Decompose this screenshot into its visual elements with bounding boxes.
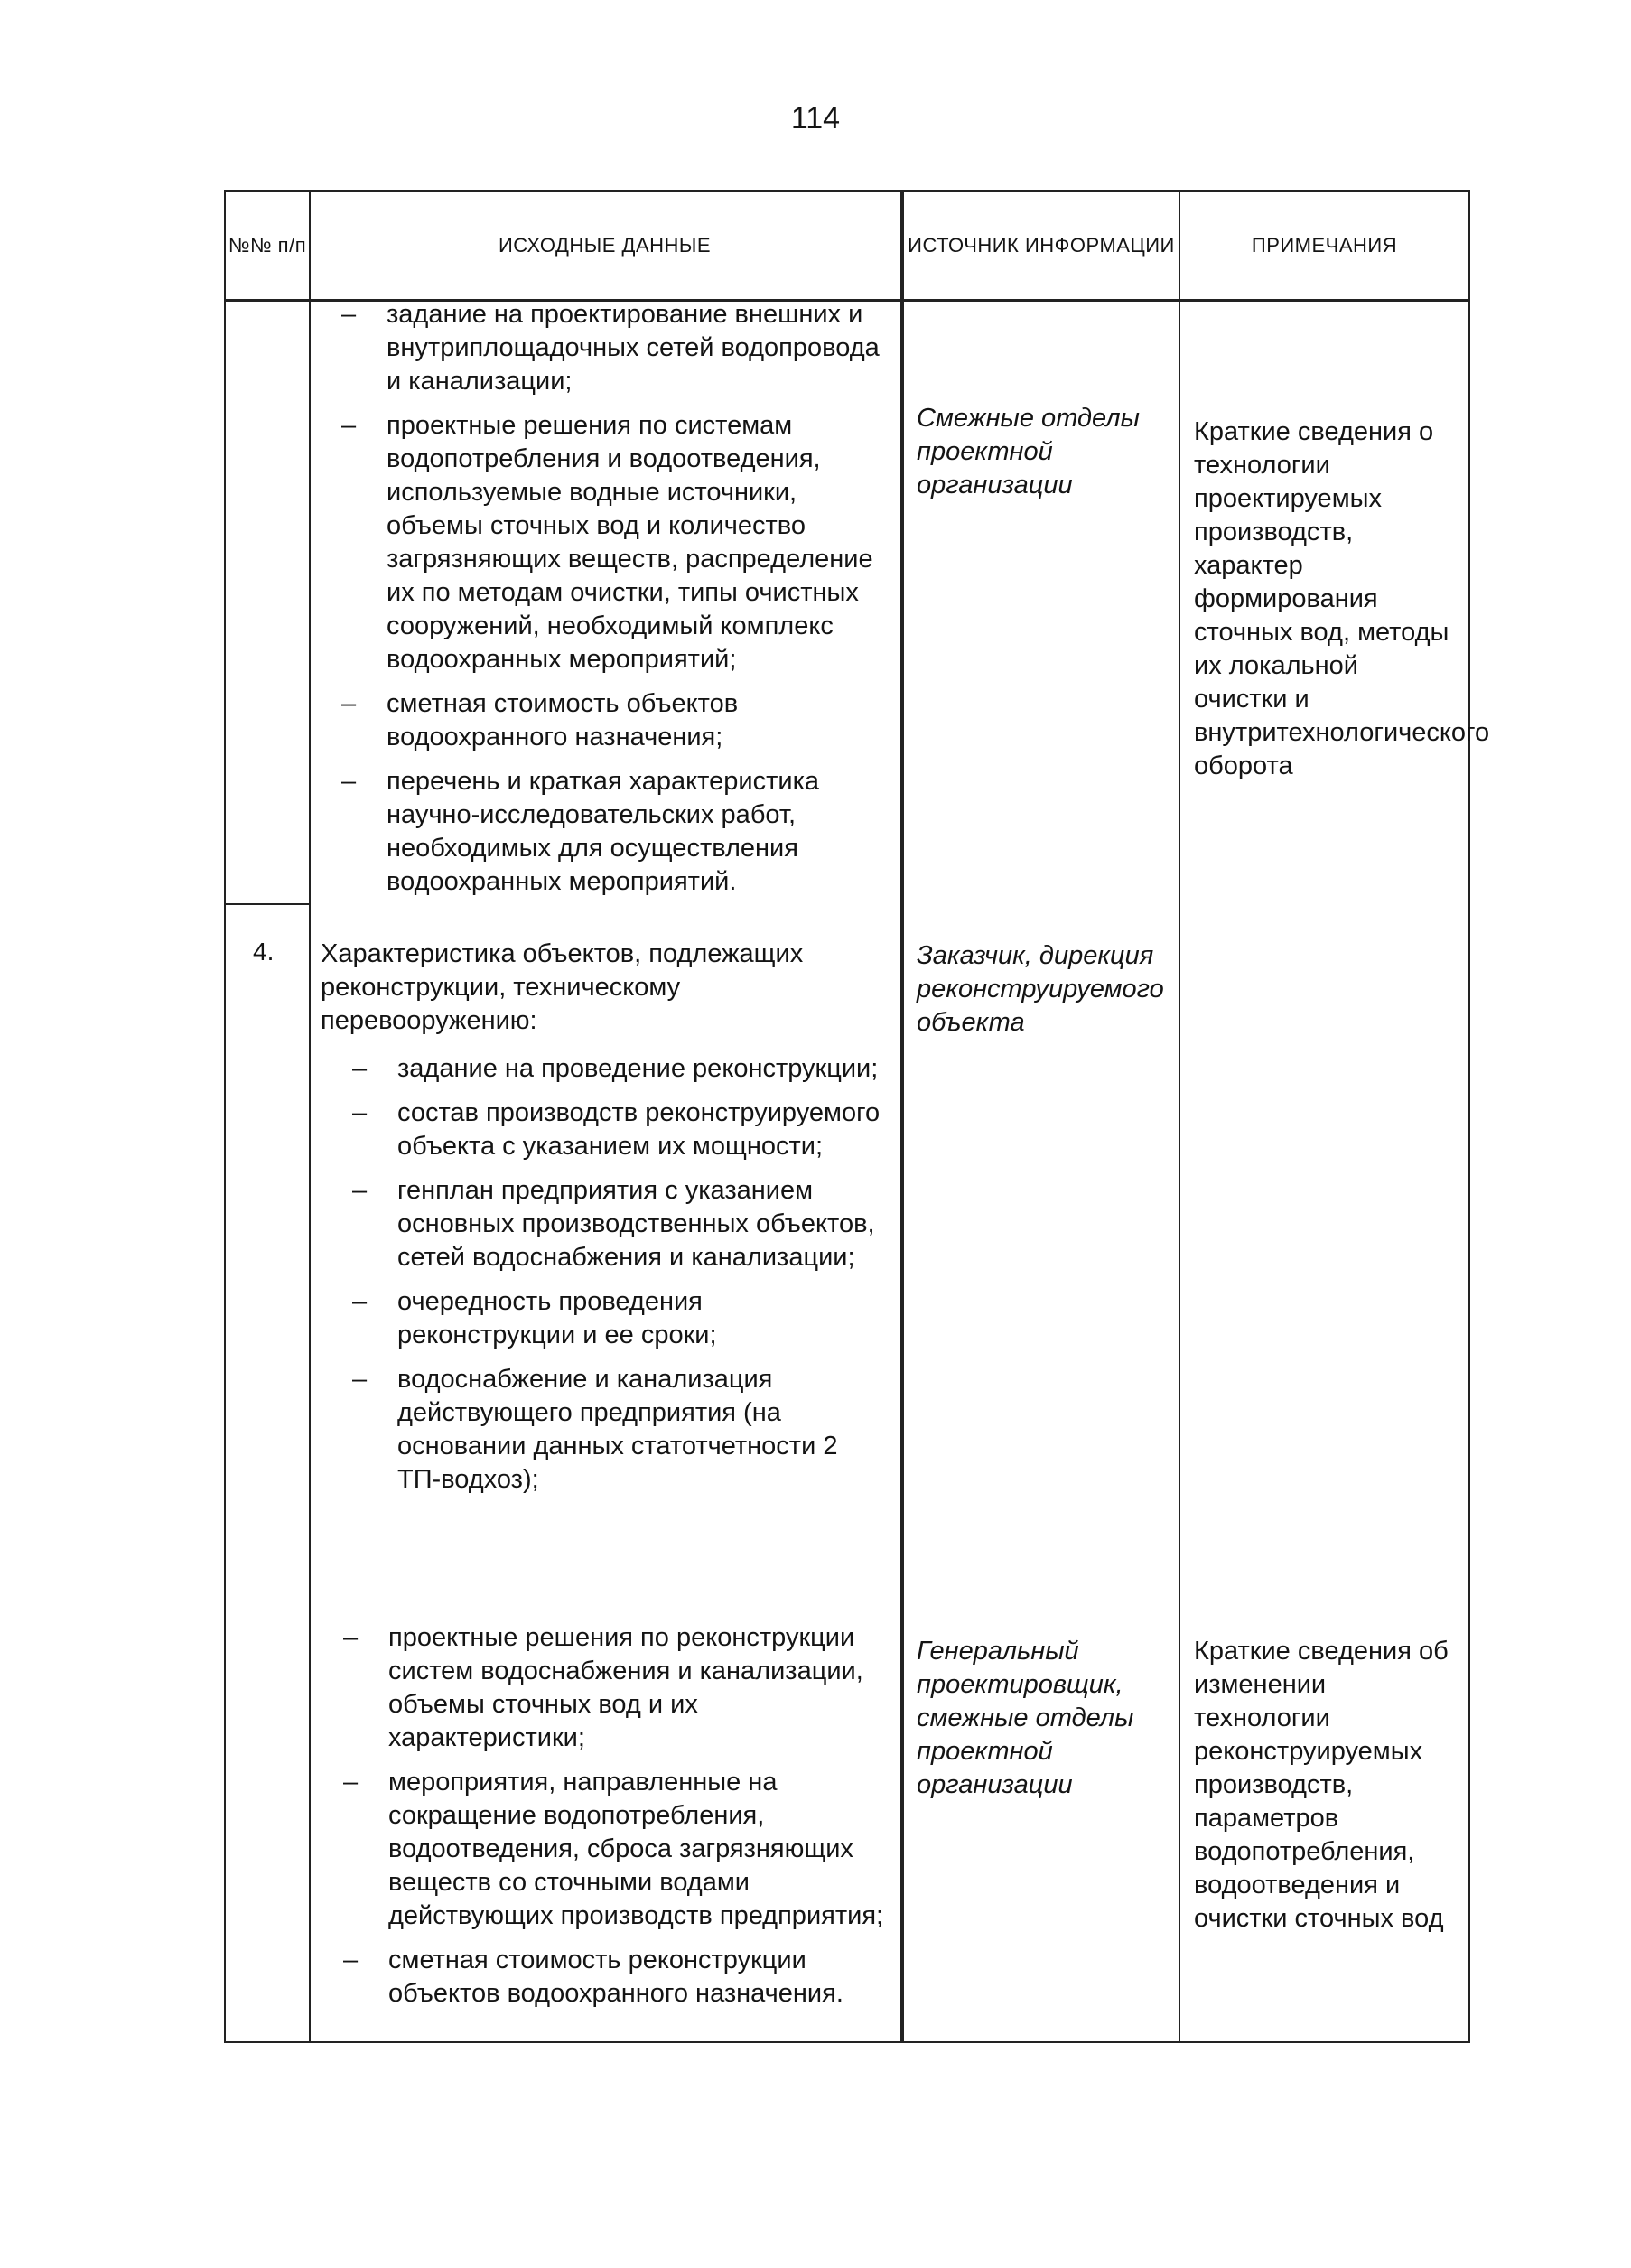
header-number: №№ п/п [228, 234, 307, 257]
list-item: – проектные решения по системам водопотребления и водоотведения, используемые водные источники, объемы сточных вод и количество загрязняющих веществ, распределение их по методам очистки, типы очистных сооружений, необходимый комплекс водоохранных мероприятий; [341, 411, 873, 674]
dash-bullet: – [341, 411, 357, 440]
section-c-source: Генеральный проектировщик, смежные отделы проектной организации [917, 1637, 1134, 1799]
dash-bullet: – [341, 767, 357, 796]
dash-bullet: – [352, 1287, 368, 1316]
list-item: – очередность проведения реконструкции и ее сроки; [352, 1287, 717, 1349]
row-divider [226, 903, 309, 905]
source-data-table [224, 190, 1490, 2043]
table-header [226, 190, 1468, 302]
section-b-list [352, 1052, 881, 1507]
dash-bullet: – [352, 1365, 368, 1394]
dash-bullet: – [343, 1946, 359, 1974]
section-a-source: Смежные отделы проектной организации [917, 404, 1140, 499]
header-source: ИСТОЧНИК ИНФОРМАЦИИ [908, 234, 1175, 257]
column-divider [900, 190, 904, 2041]
dash-bullet: – [352, 1098, 368, 1127]
list-item: – состав производств реконструируемого объекта с указанием их мощности; [352, 1098, 881, 1161]
section-b-source: Заказчик, дирекция реконструируемого объекта [917, 941, 1164, 1037]
dash-bullet: – [343, 1768, 359, 1797]
list-item: – проектные решения по реконструкции систем водоснабжения и канализации, объемы сточных вод и их характеристики; [343, 1623, 863, 1752]
list-item: – задание на проектирование внешних и внутриплощадочных сетей водопровода и канализации; [341, 300, 880, 396]
section-a-note: Краткие сведения о технологии проектируемых производств, характер формирования сточных вод, методы их локальной очистки и внутритехнологического оборота [1194, 417, 1490, 780]
dash-bullet: – [341, 300, 357, 329]
dash-bullet: – [341, 689, 357, 718]
row-number: 4. [253, 938, 275, 966]
page-number: 114 [790, 101, 841, 135]
list-item: – генплан предприятия с указанием основных производственных объектов, сетей водоснабжения и канализации; [352, 1176, 875, 1272]
column-divider [309, 190, 311, 2041]
section-c-list [343, 1621, 885, 2021]
dash-bullet: – [343, 1623, 359, 1652]
list-item: – водоснабжение и канализация действующего предприятия (на основании данных статотчетности 2 ТП-водхоз); [352, 1365, 838, 1494]
header-notes: ПРИМЕЧАНИЯ [1251, 234, 1398, 257]
list-item: – сметная стоимость реконструкции объектов водоохранного назначения. [343, 1946, 843, 2008]
list-item: – перечень и краткая характеристика научно-исследовательских работ, необходимых для осуществления водоохранных мероприятий. [341, 767, 820, 896]
column-divider [1179, 190, 1180, 2041]
header-data: ИСХОДНЫЕ ДАННЫЕ [498, 234, 712, 257]
list-item: – задание на проведение реконструкции; [352, 1052, 881, 1086]
section-a-list [341, 298, 883, 910]
list-item: – мероприятия, направленные на сокращение водопотребления, водоотведения, сброса загрязняющих веществ со сточными водами действующих производств предприятия; [343, 1768, 884, 1930]
section-c-note: Краткие сведения об изменении технологии реконструируемых производств, параметров водопотребления, водоотведения и очистки сточных вод [1194, 1637, 1449, 1933]
list-item: – сметная стоимость объектов водоохранного назначения; [341, 689, 739, 751]
dash-bullet: – [352, 1054, 368, 1083]
section-b-intro: Характеристика объектов, подлежащих реконструкции, техническому перевооружению: [321, 939, 804, 1035]
dash-bullet: – [352, 1176, 368, 1205]
